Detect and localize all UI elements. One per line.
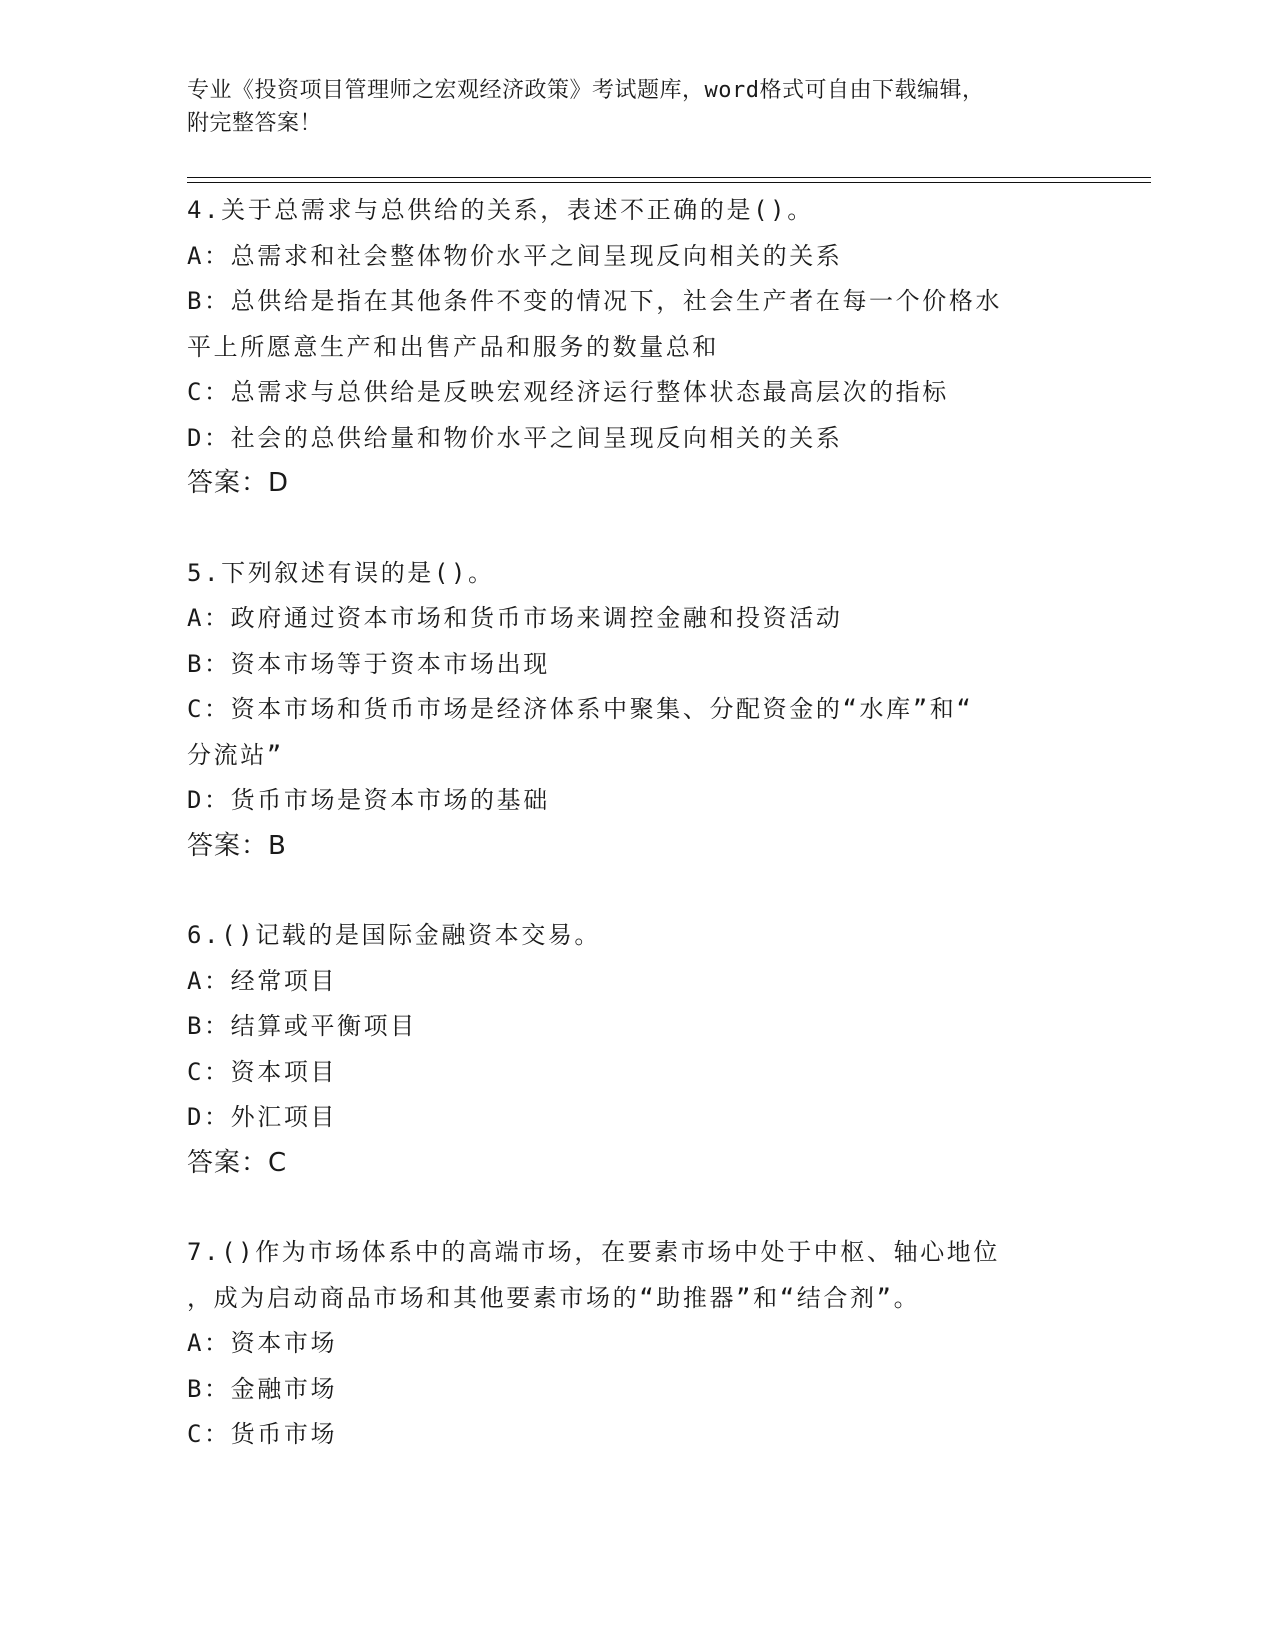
option-b: B：结算或平衡项目 xyxy=(187,1012,417,1040)
header-rule-top xyxy=(187,177,1151,178)
question-stem: 7.()作为市场体系中的高端市场，在要素市场中处于中枢、轴心地位 xyxy=(187,1238,1000,1266)
question-stem: 5.下列叙述有误的是()。 xyxy=(187,558,495,587)
option-a: A：总需求和社会整体物价水平之间呈现反向相关的关系 xyxy=(187,241,843,270)
option-a: A：资本市场 xyxy=(187,1329,338,1357)
answer: 答案：D xyxy=(187,468,290,498)
option-a: A：经常项目 xyxy=(187,966,338,995)
option-a: A：政府通过资本市场和货币市场来调控金融和投资活动 xyxy=(187,604,843,632)
question-stem: 6.()记载的是国际金融资本交易。 xyxy=(187,921,601,949)
question-5 xyxy=(187,551,1117,870)
question-4 xyxy=(187,188,1117,507)
option-b-continued: 平上所愿意生产和出售产品和服务的数量总和 xyxy=(187,332,719,361)
header-rule-bottom xyxy=(187,182,1151,183)
option-b: B：总供给是指在其他条件不变的情况下，社会生产者在每一个价格水 xyxy=(187,287,1003,315)
question-stem-continued: ，成为启动商品市场和其他要素市场的“助推器”和“结合剂”。 xyxy=(187,1283,921,1312)
answer: 答案：B xyxy=(187,830,287,861)
question-stem: 4.关于总需求与总供给的关系，表述不正确的是()。 xyxy=(187,196,814,224)
question-7 xyxy=(187,1230,1117,1458)
option-b: B：资本市场等于资本市场出现 xyxy=(187,649,550,678)
option-c: C：资本市场和货币市场是经济体系中聚集、分配资金的“水库”和“ xyxy=(187,695,974,723)
question-list xyxy=(187,188,1117,1502)
option-c-continued: 分流站” xyxy=(187,740,284,769)
option-d: D：货币市场是资本市场的基础 xyxy=(187,786,550,814)
answer: 答案：C xyxy=(187,1147,288,1178)
question-6 xyxy=(187,913,1117,1186)
document-header xyxy=(187,74,1087,140)
option-c: C：货币市场 xyxy=(187,1420,338,1448)
option-b: B：金融市场 xyxy=(187,1374,338,1403)
option-c: C：资本项目 xyxy=(187,1057,338,1086)
option-d: D：社会的总供给量和物价水平之间呈现反向相关的关系 xyxy=(187,423,843,452)
option-c: C：总需求与总供给是反映宏观经济运行整体状态最高层次的指标 xyxy=(187,378,949,406)
option-d: D：外汇项目 xyxy=(187,1103,338,1131)
header-line-2: 附完整答案！ xyxy=(187,111,323,136)
header-line-1: 专业《投资项目管理师之宏观经济政策》考试题库，word格式可自由下载编辑， xyxy=(187,78,985,103)
